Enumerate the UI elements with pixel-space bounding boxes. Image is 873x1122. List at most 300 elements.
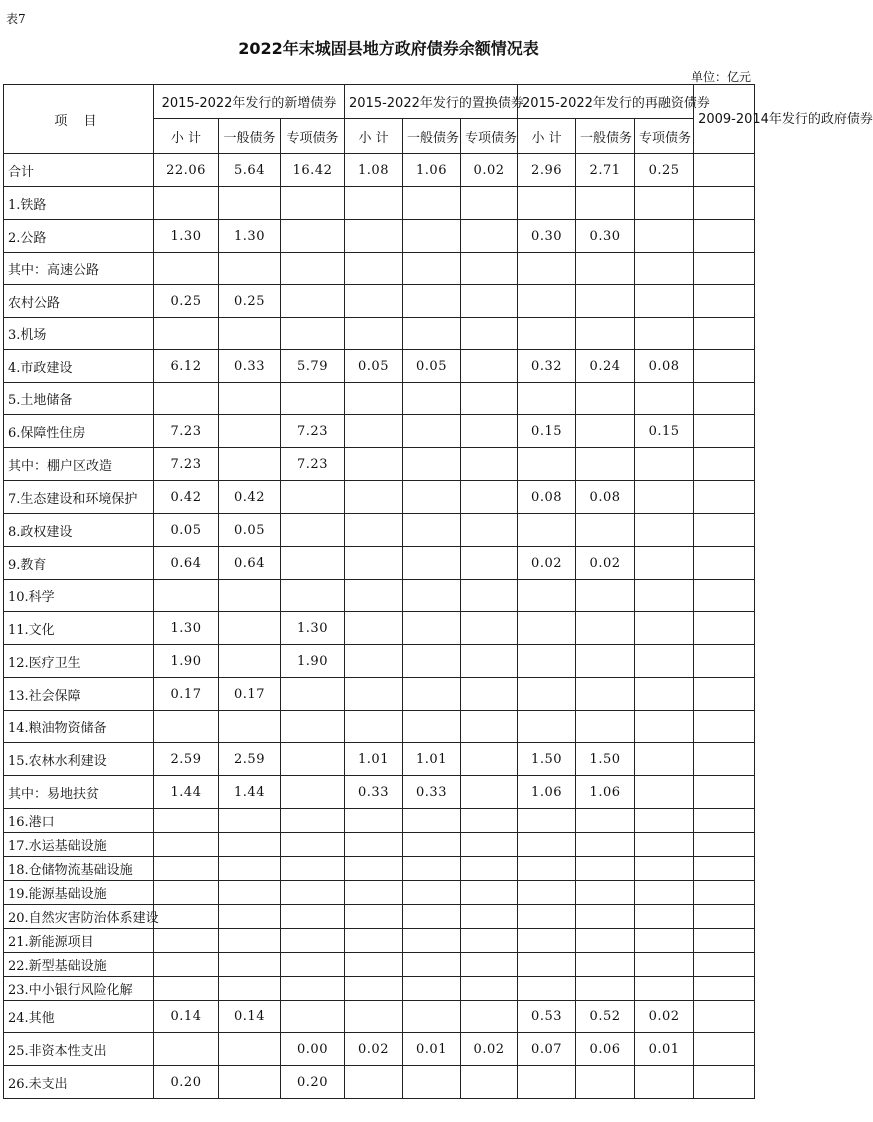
cell-value: 7.23 <box>154 415 219 448</box>
cell-value <box>403 253 461 285</box>
cell-value: 5.79 <box>281 350 345 383</box>
row-label: 24.其他 <box>4 1001 154 1033</box>
cell-value <box>219 977 281 1001</box>
cell-value <box>576 678 635 711</box>
header-item: 项 目 <box>4 85 154 154</box>
cell-value <box>461 547 518 580</box>
cell-value <box>576 711 635 743</box>
cell-value <box>635 285 694 318</box>
debt-balance-table <box>3 84 873 1099</box>
cell-value <box>518 833 576 857</box>
cell-value <box>281 1001 345 1033</box>
cell-value: 0.53 <box>518 1001 576 1033</box>
cell-value <box>219 833 281 857</box>
table-row <box>4 612 755 645</box>
cell-value <box>518 857 576 881</box>
cell-value <box>694 953 755 977</box>
cell-value: 0.24 <box>576 350 635 383</box>
cell-value <box>281 977 345 1001</box>
cell-value: 1.06 <box>518 776 576 809</box>
cell-value <box>281 285 345 318</box>
cell-value: 0.30 <box>576 220 635 253</box>
row-label: 15.农林水利建设 <box>4 743 154 776</box>
cell-value <box>403 318 461 350</box>
cell-value <box>154 318 219 350</box>
cell-value <box>635 448 694 481</box>
cell-value: 1.06 <box>403 154 461 187</box>
cell-value <box>345 580 403 612</box>
cell-value <box>576 857 635 881</box>
table-row <box>4 253 755 285</box>
cell-value: 1.30 <box>281 612 345 645</box>
cell-value: 0.52 <box>576 1001 635 1033</box>
cell-value <box>345 547 403 580</box>
cell-value <box>694 383 755 415</box>
header-special: 专项债务 <box>281 119 345 154</box>
table-row <box>4 448 755 481</box>
table-row <box>4 481 755 514</box>
cell-value <box>461 253 518 285</box>
cell-value <box>403 881 461 905</box>
cell-value <box>461 776 518 809</box>
cell-value: 1.50 <box>518 743 576 776</box>
cell-value <box>694 481 755 514</box>
cell-value <box>694 881 755 905</box>
cell-value: 0.20 <box>281 1066 345 1099</box>
table-row <box>4 776 755 809</box>
cell-value <box>518 253 576 285</box>
header-general: 一般债务 <box>219 119 281 154</box>
row-label: 其中：棚户区改造 <box>4 448 154 481</box>
cell-value <box>461 881 518 905</box>
cell-value <box>694 514 755 547</box>
cell-value: 0.02 <box>461 154 518 187</box>
cell-value <box>518 678 576 711</box>
cell-value <box>461 857 518 881</box>
cell-value: 1.30 <box>154 612 219 645</box>
cell-value <box>518 383 576 415</box>
cell-value <box>635 187 694 220</box>
cell-value <box>403 929 461 953</box>
cell-value <box>635 711 694 743</box>
cell-value: 0.07 <box>518 1033 576 1066</box>
cell-value <box>576 612 635 645</box>
cell-value: 0.08 <box>635 350 694 383</box>
cell-value <box>345 678 403 711</box>
cell-value: 16.42 <box>281 154 345 187</box>
cell-value <box>461 1001 518 1033</box>
cell-value: 6.12 <box>154 350 219 383</box>
cell-value <box>219 857 281 881</box>
cell-value: 0.42 <box>219 481 281 514</box>
cell-value <box>694 833 755 857</box>
cell-value <box>635 514 694 547</box>
cell-value <box>345 833 403 857</box>
cell-value <box>154 253 219 285</box>
cell-value <box>518 905 576 929</box>
cell-value <box>576 833 635 857</box>
cell-value <box>461 953 518 977</box>
cell-value <box>345 1066 403 1099</box>
cell-value <box>403 977 461 1001</box>
cell-value <box>461 612 518 645</box>
cell-value <box>281 809 345 833</box>
cell-value <box>461 929 518 953</box>
cell-value <box>281 929 345 953</box>
table-row <box>4 645 755 678</box>
cell-value: 0.05 <box>403 350 461 383</box>
cell-value <box>576 953 635 977</box>
cell-value <box>345 448 403 481</box>
cell-value: 0.08 <box>576 481 635 514</box>
cell-value <box>345 929 403 953</box>
cell-value <box>576 645 635 678</box>
cell-value <box>345 383 403 415</box>
table-row <box>4 1066 755 1099</box>
cell-value <box>403 547 461 580</box>
cell-value <box>694 645 755 678</box>
cell-value: 0.33 <box>219 350 281 383</box>
cell-value <box>219 1066 281 1099</box>
cell-value <box>403 857 461 881</box>
cell-value <box>403 645 461 678</box>
cell-value <box>154 809 219 833</box>
cell-value <box>403 448 461 481</box>
cell-value <box>576 415 635 448</box>
cell-value <box>154 711 219 743</box>
cell-value <box>694 977 755 1001</box>
cell-value <box>576 809 635 833</box>
cell-value <box>219 612 281 645</box>
cell-value: 2.71 <box>576 154 635 187</box>
cell-value <box>219 580 281 612</box>
header-general: 一般债务 <box>403 119 461 154</box>
cell-value <box>635 580 694 612</box>
row-label: 4.市政建设 <box>4 350 154 383</box>
cell-value <box>281 776 345 809</box>
row-label: 20.自然灾害防治体系建设 <box>4 905 154 929</box>
header-new-bonds: 2015-2022年发行的新增债券 <box>154 85 345 119</box>
cell-value <box>518 711 576 743</box>
row-label: 19.能源基础设施 <box>4 881 154 905</box>
cell-value <box>281 383 345 415</box>
table-number: 表7 <box>6 12 26 26</box>
cell-value <box>154 857 219 881</box>
cell-value <box>281 547 345 580</box>
cell-value <box>461 318 518 350</box>
row-label: 合计 <box>4 154 154 187</box>
cell-value: 0.17 <box>219 678 281 711</box>
cell-value <box>635 905 694 929</box>
cell-value <box>518 285 576 318</box>
cell-value <box>694 318 755 350</box>
cell-value <box>461 383 518 415</box>
cell-value <box>635 612 694 645</box>
row-label: 5.土地储备 <box>4 383 154 415</box>
cell-value <box>694 187 755 220</box>
row-label: 14.粮油物资储备 <box>4 711 154 743</box>
table-row <box>4 1033 755 1066</box>
cell-value: 1.44 <box>219 776 281 809</box>
cell-value <box>694 905 755 929</box>
unit-label: 单位：亿元 <box>690 70 751 84</box>
row-label: 16.港口 <box>4 809 154 833</box>
cell-value <box>576 448 635 481</box>
cell-value <box>281 678 345 711</box>
cell-value <box>403 678 461 711</box>
cell-value: 0.14 <box>154 1001 219 1033</box>
table-row <box>4 953 755 977</box>
row-label: 12.医疗卫生 <box>4 645 154 678</box>
cell-value: 0.17 <box>154 678 219 711</box>
row-label: 23.中小银行风险化解 <box>4 977 154 1001</box>
cell-value <box>154 929 219 953</box>
cell-value <box>281 187 345 220</box>
cell-value <box>154 881 219 905</box>
table-row <box>4 905 755 929</box>
row-label: 10.科学 <box>4 580 154 612</box>
cell-value <box>635 881 694 905</box>
cell-value <box>694 253 755 285</box>
cell-value <box>635 678 694 711</box>
cell-value <box>154 187 219 220</box>
cell-value: 7.23 <box>281 415 345 448</box>
page-title: 2022年末城固县地方政府债券余额情况表 <box>238 39 539 58</box>
cell-value: 0.02 <box>576 547 635 580</box>
cell-value: 0.05 <box>154 514 219 547</box>
cell-value <box>345 809 403 833</box>
cell-value <box>461 711 518 743</box>
cell-value <box>461 481 518 514</box>
cell-value: 0.14 <box>219 1001 281 1033</box>
cell-value <box>461 833 518 857</box>
cell-value <box>345 1001 403 1033</box>
header-row-1 <box>4 85 755 119</box>
cell-value <box>694 809 755 833</box>
table-row <box>4 678 755 711</box>
table-row <box>4 580 755 612</box>
cell-value <box>461 285 518 318</box>
cell-value <box>403 187 461 220</box>
cell-value: 22.06 <box>154 154 219 187</box>
cell-value <box>635 809 694 833</box>
cell-value <box>461 187 518 220</box>
cell-value <box>518 187 576 220</box>
cell-value <box>219 645 281 678</box>
cell-value <box>219 711 281 743</box>
table-row <box>4 154 755 187</box>
cell-value <box>281 953 345 977</box>
cell-value: 0.00 <box>281 1033 345 1066</box>
cell-value <box>219 318 281 350</box>
cell-value <box>345 285 403 318</box>
row-label: 26.未支出 <box>4 1066 154 1099</box>
cell-value <box>219 881 281 905</box>
cell-value: 2.59 <box>154 743 219 776</box>
row-label: 其中：高速公路 <box>4 253 154 285</box>
cell-value: 0.01 <box>635 1033 694 1066</box>
table-row <box>4 857 755 881</box>
cell-value: 0.33 <box>345 776 403 809</box>
cell-value <box>518 645 576 678</box>
cell-value <box>576 514 635 547</box>
cell-value <box>461 645 518 678</box>
table-row <box>4 743 755 776</box>
cell-value <box>694 612 755 645</box>
cell-value: 1.06 <box>576 776 635 809</box>
cell-value: 0.15 <box>635 415 694 448</box>
row-label: 9.教育 <box>4 547 154 580</box>
cell-value <box>461 514 518 547</box>
cell-value <box>403 809 461 833</box>
row-label: 11.文化 <box>4 612 154 645</box>
cell-value <box>403 383 461 415</box>
cell-value <box>403 220 461 253</box>
row-label: 农村公路 <box>4 285 154 318</box>
cell-value <box>345 481 403 514</box>
cell-value <box>403 905 461 929</box>
header-refinancing-bonds: 2015-2022年发行的再融资债券 <box>518 85 694 119</box>
cell-value <box>219 929 281 953</box>
cell-value <box>345 253 403 285</box>
cell-value <box>518 1066 576 1099</box>
cell-value <box>518 318 576 350</box>
table-row <box>4 318 755 350</box>
cell-value <box>576 285 635 318</box>
cell-value: 0.33 <box>403 776 461 809</box>
row-label: 8.政权建设 <box>4 514 154 547</box>
cell-value <box>694 547 755 580</box>
cell-value <box>345 953 403 977</box>
cell-value <box>635 253 694 285</box>
cell-value <box>219 383 281 415</box>
row-label: 13.社会保障 <box>4 678 154 711</box>
cell-value: 0.15 <box>518 415 576 448</box>
cell-value <box>576 905 635 929</box>
cell-value <box>518 953 576 977</box>
table-row <box>4 383 755 415</box>
cell-value: 0.25 <box>219 285 281 318</box>
row-label: 7.生态建设和环境保护 <box>4 481 154 514</box>
cell-value <box>694 743 755 776</box>
cell-value <box>345 711 403 743</box>
table-row <box>4 977 755 1001</box>
cell-value: 7.23 <box>281 448 345 481</box>
cell-value <box>694 285 755 318</box>
cell-value <box>694 350 755 383</box>
header-replacement-bonds: 2015-2022年发行的置换债券 <box>345 85 518 119</box>
cell-value <box>281 580 345 612</box>
cell-value <box>694 448 755 481</box>
cell-value <box>518 881 576 905</box>
cell-value <box>281 514 345 547</box>
cell-value <box>694 711 755 743</box>
cell-value <box>694 678 755 711</box>
cell-value: 1.30 <box>154 220 219 253</box>
cell-value <box>403 514 461 547</box>
header-subtotal: 小 计 <box>345 119 403 154</box>
cell-value: 0.64 <box>154 547 219 580</box>
cell-value <box>154 905 219 929</box>
cell-value <box>154 953 219 977</box>
row-label: 2.公路 <box>4 220 154 253</box>
cell-value: 0.02 <box>635 1001 694 1033</box>
cell-value <box>219 809 281 833</box>
cell-value <box>219 415 281 448</box>
row-label: 22.新型基础设施 <box>4 953 154 977</box>
table-row <box>4 809 755 833</box>
table-row <box>4 350 755 383</box>
cell-value <box>219 187 281 220</box>
cell-value: 1.08 <box>345 154 403 187</box>
cell-value: 2.59 <box>219 743 281 776</box>
cell-value <box>635 929 694 953</box>
cell-value <box>635 977 694 1001</box>
cell-value <box>635 220 694 253</box>
cell-value <box>694 929 755 953</box>
table-row <box>4 929 755 953</box>
cell-value <box>518 612 576 645</box>
table-row <box>4 220 755 253</box>
cell-value <box>635 1066 694 1099</box>
cell-value <box>219 905 281 929</box>
cell-value <box>694 1066 755 1099</box>
row-label: 其中：易地扶贫 <box>4 776 154 809</box>
cell-value <box>345 645 403 678</box>
cell-value <box>576 383 635 415</box>
cell-value: 0.08 <box>518 481 576 514</box>
cell-value <box>461 580 518 612</box>
cell-value <box>345 318 403 350</box>
cell-value <box>403 481 461 514</box>
cell-value: 0.05 <box>219 514 281 547</box>
header-special: 专项债务 <box>461 119 518 154</box>
cell-value <box>635 953 694 977</box>
cell-value <box>345 220 403 253</box>
cell-value <box>154 977 219 1001</box>
cell-value <box>635 776 694 809</box>
cell-value: 0.02 <box>461 1033 518 1066</box>
cell-value <box>403 1066 461 1099</box>
cell-value: 0.01 <box>403 1033 461 1066</box>
cell-value <box>635 547 694 580</box>
row-label: 3.机场 <box>4 318 154 350</box>
cell-value <box>461 905 518 929</box>
row-label: 25.非资本性支出 <box>4 1033 154 1066</box>
cell-value <box>345 881 403 905</box>
header-subtotal: 小 计 <box>518 119 576 154</box>
table-row <box>4 415 755 448</box>
cell-value: 0.02 <box>345 1033 403 1066</box>
cell-value: 0.06 <box>576 1033 635 1066</box>
cell-value <box>635 833 694 857</box>
cell-value: 0.05 <box>345 350 403 383</box>
cell-value <box>219 253 281 285</box>
table-row <box>4 547 755 580</box>
cell-value <box>461 743 518 776</box>
cell-value <box>345 514 403 547</box>
cell-value <box>576 1066 635 1099</box>
cell-value <box>154 1033 219 1066</box>
cell-value <box>281 711 345 743</box>
cell-value: 2.96 <box>518 154 576 187</box>
cell-value <box>635 857 694 881</box>
row-label: 17.水运基础设施 <box>4 833 154 857</box>
cell-value <box>345 905 403 929</box>
cell-value <box>345 187 403 220</box>
row-label: 1.铁路 <box>4 187 154 220</box>
cell-value <box>403 285 461 318</box>
